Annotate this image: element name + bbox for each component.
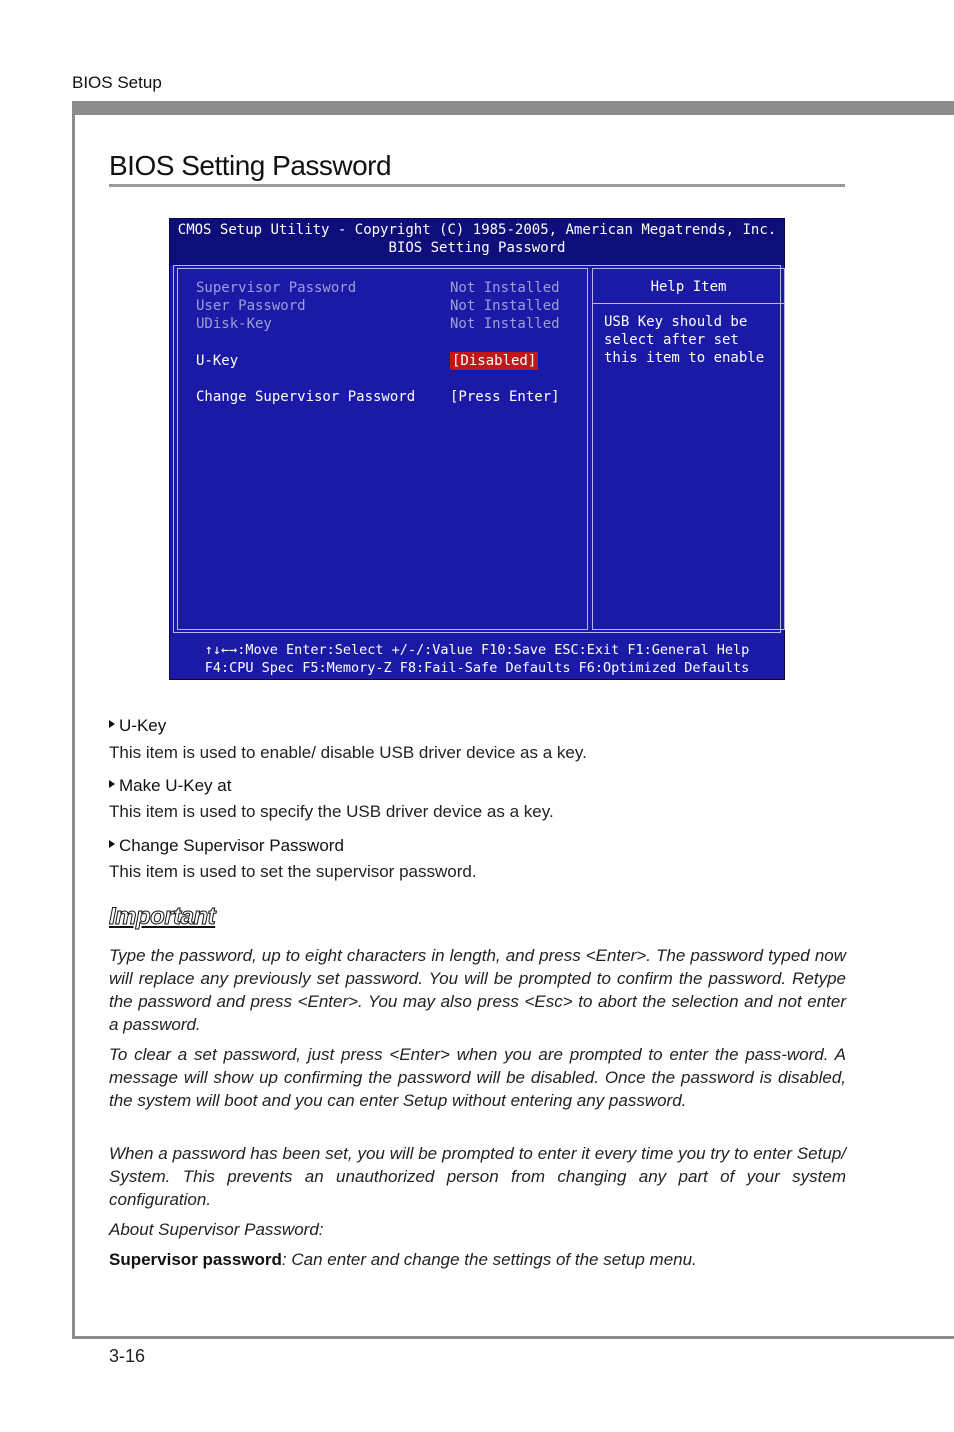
- left-rule: [72, 101, 75, 1339]
- page-title: BIOS Setting Password: [109, 150, 392, 181]
- bios-screenshot: [169, 218, 785, 680]
- page-number: 3-16: [109, 1346, 146, 1366]
- bios-row-user-password: [196, 297, 576, 315]
- bottom-rule: [72, 1336, 954, 1339]
- item-title: U-Key: [119, 716, 167, 735]
- title-divider: [109, 184, 845, 187]
- help-text: USB Key should be select after set this item to enable: [604, 314, 765, 366]
- bios-settings-panel: [177, 268, 588, 630]
- note-paragraph: Type the password, up to eight characters in length, and press <Enter>. The password typed now will replace any previously set password. You will be prompted to confirm the password. Retype the password and press <Enter>. You may also press <Esc> to abort the selection and not enter a password.: [109, 946, 846, 1034]
- running-header: BIOS Setup: [72, 73, 162, 92]
- bios-copyright: CMOS Setup Utility - Copyright (C) 1985-2005, American Megatrends, Inc.: [177, 222, 777, 238]
- u-key-selected-value[interactable]: [Disabled]: [452, 353, 537, 369]
- bios-screen-title: BIOS Setting Password: [388, 240, 566, 256]
- supervisor-description: : Can enter and change the settings of the setup menu.: [281, 1250, 697, 1269]
- bios-row-label: Change Supervisor Password: [196, 389, 416, 405]
- note-paragraph: To clear a set password, just press <Enter> when you are prompted to enter the pass-word. A message will show up confirming the password will be disabled. Once the password is disabled, the system will boot and you can enter Setup without entering any password.: [109, 1045, 846, 1110]
- bios-footer: [170, 637, 784, 679]
- bios-row-label: U-Key: [196, 353, 239, 369]
- item-heading-change-supervisor-password: [109, 836, 344, 856]
- item-description: This item is used to set the supervisor password.: [109, 862, 477, 881]
- help-title: Help Item: [593, 269, 784, 304]
- bios-keys-line1: ↑↓←→:Move Enter:Select +/-/:Value F10:Save ESC:Exit F1:General Help: [204, 642, 750, 658]
- bios-row-u-key[interactable]: [196, 352, 576, 370]
- item-heading-make-u-key: [109, 776, 231, 796]
- bios-keys-line2: F4:CPU Spec F5:Memory-Z F8:Fail-Safe Defaults F6:Optimized Defaults: [204, 660, 750, 676]
- bios-row-value: Not Installed: [450, 316, 560, 332]
- bios-frame: [173, 265, 781, 633]
- press-enter-value[interactable]: [Press Enter]: [450, 389, 560, 405]
- bios-row-label: Supervisor Password: [196, 280, 357, 296]
- item-description: This item is used to specify the USB driver device as a key.: [109, 802, 554, 821]
- bios-row-label: User Password: [196, 298, 306, 314]
- bios-row-label: UDisk-Key: [196, 316, 272, 332]
- bios-row-value: Not Installed: [450, 298, 560, 314]
- bios-row-value: Not Installed: [450, 280, 560, 296]
- note-paragraph: When a password has been set, you will be prompted to enter it every time you try to enter Setup/ System. This prevents an unauthorized person from changing any part of your system configuration.: [109, 1144, 846, 1209]
- supervisor-definition: [109, 1248, 846, 1271]
- item-title: Change Supervisor Password: [119, 836, 344, 855]
- bios-help-panel: [592, 268, 785, 630]
- bullet-triangle-icon: [109, 840, 115, 848]
- bios-row-udisk-key: [196, 315, 576, 333]
- bullet-triangle-icon: [109, 720, 115, 728]
- bios-row-change-supervisor-password[interactable]: [196, 388, 576, 406]
- bios-header: [170, 219, 784, 265]
- important-heading: Important: [109, 903, 216, 930]
- supervisor-term: Supervisor password: [109, 1250, 282, 1269]
- header-bar: [72, 101, 954, 115]
- bullet-triangle-icon: [109, 780, 115, 788]
- bios-row-supervisor-password: [196, 279, 576, 297]
- item-title: Make U-Key at: [119, 776, 232, 795]
- item-description: This item is used to enable/ disable USB driver device as a key.: [109, 743, 587, 762]
- item-heading-u-key: [109, 716, 166, 736]
- note-paragraph: About Supervisor Password:: [109, 1220, 324, 1239]
